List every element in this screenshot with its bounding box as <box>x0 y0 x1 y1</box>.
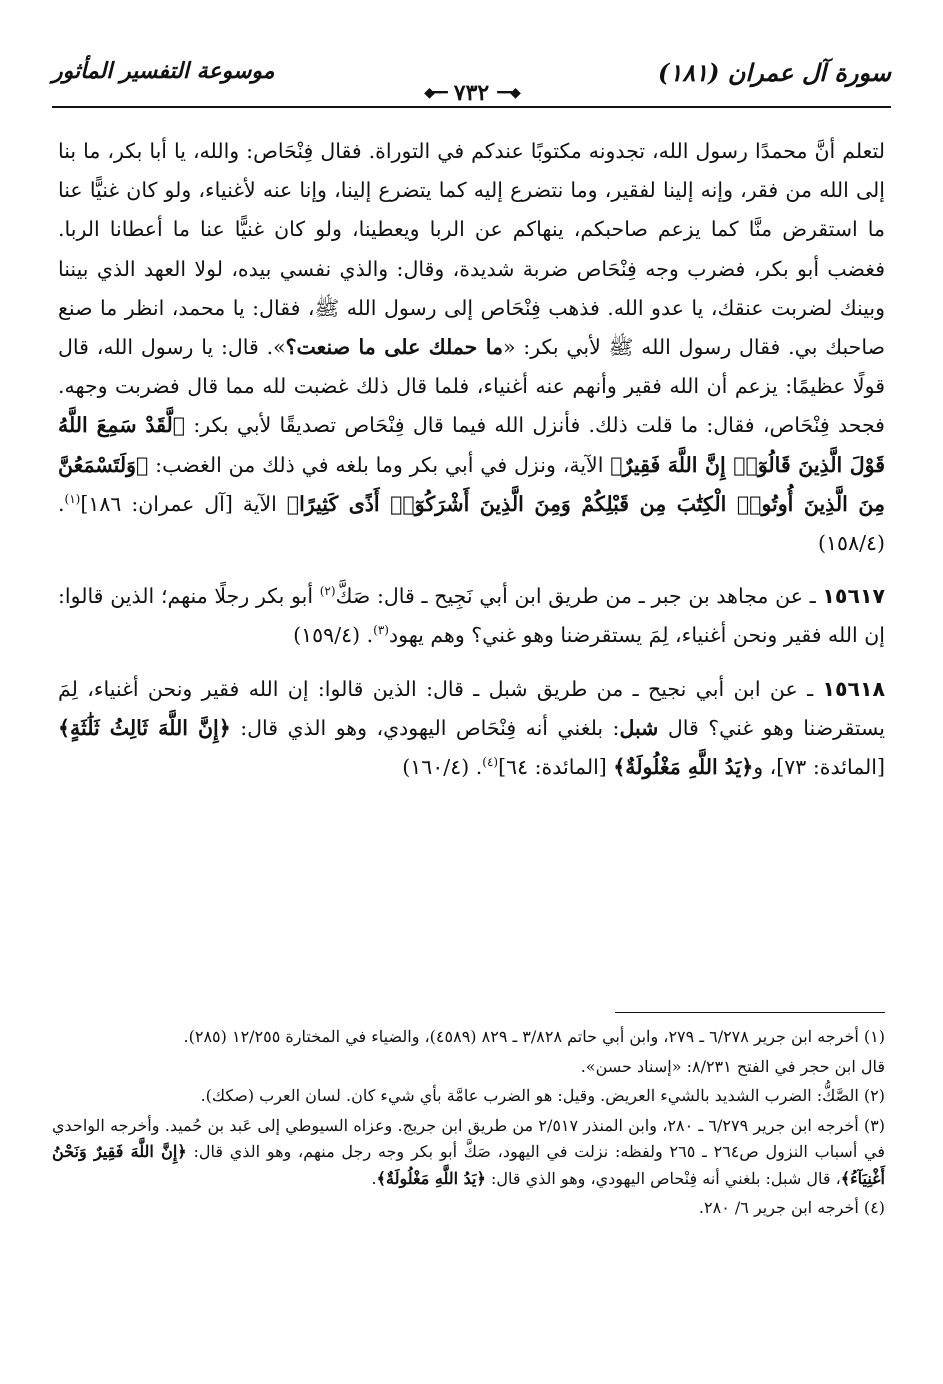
entry-15617: ١٥٦١٧ ـ عن مجاهد بن جبر ـ من طريق ابن أبي نَجِيح ـ قال: صَكَّ$^{(٢)}$ أبو بكر رجلًا منهم؛ الذين قالوا: إن الله فقير ونحن أغنياء، لِمَ يستقرضنا وهو غني؟ وهم يهود$^{(٣)}$. (١٥٩/٤) <box>58 584 885 648</box>
bold-question: ما حملك على ما صنعت؟ <box>285 335 503 360</box>
running-header <box>52 52 891 110</box>
entry-number: ١٥٦١٨ <box>822 676 885 701</box>
footnote-1-note: قال ابن حجر في الفتح ٨/٢٣١: «إسناد حسن». <box>580 1056 885 1076</box>
volume-reference: . (١٦٠/٤) <box>402 755 483 780</box>
quran-verse: ﴿إِنَّ اللَّهَ ثَالِثُ ثَلَٰثَةٍ﴾ <box>58 715 231 740</box>
book-title: موسوعة التفسير المأثور <box>52 58 275 84</box>
narrator-name: شبل <box>619 715 659 740</box>
quran-verse: ﴿إِنَّ اللَّهَ فَقِيرٌ وَنَحْنُ أَغْنِيَآءُ﴾ <box>52 1142 885 1188</box>
footnote-marker: (٢) <box>319 584 336 599</box>
header-rule <box>52 106 891 108</box>
surah-title: سورة آل عمران (١٨١) <box>658 58 891 87</box>
footnote-marker: (١) <box>64 492 81 506</box>
footnote-2: (٢) الصَّكُّ: الضرب الشديد بالشيء العريض. وقيل: هو الضرب عامَّة بأي شيء كان. لسان العرب (صكك). <box>200 1086 885 1105</box>
quran-verse: ﴿يَدُ اللَّهِ مَغْلُولَةٌ﴾ <box>613 755 754 780</box>
footnote-4: (٤) أخرجه ابن جرير ٦/ ٢٨٠. <box>698 1198 885 1217</box>
main-text <box>58 132 885 787</box>
ornament-icon: ◆━━ <box>497 85 519 101</box>
volume-reference: . (١٥٩/٤) <box>293 623 374 648</box>
footnote-marker: (٣) <box>373 623 389 638</box>
ornament-icon: ━━◆ <box>424 85 446 101</box>
footnote-3: (٣) أخرجه ابن جرير ٦/٢٧٩ ـ ٢٨٠، وابن المنذر ٢/٥١٧ من طريق ابن جريج. وعزاه السيوطي إلى عَبد بن حُميد. وأخرجه الواحدي في أسباب النزول ص٢٦٤ ـ ٢٦٥ ولفظه: نزلت في اليهود، صَكَّ أبو بكر وجه رجل منهم، وهو الذي قال: ﴿إِنَّ اللَّهَ فَقِيرٌ وَنَحْنُ أَغْنِيَآءُ﴾، قال شبل: بلغني أنه فِنْحاص اليهودي، وهو الذي قال: ﴿يَدُ اللَّهِ مَغْلُولَةٌ﴾. <box>52 1115 886 1188</box>
page-number: ٧٣٢ <box>453 80 490 106</box>
quran-verse: ﴿لَّقَدْ سَمِعَ اللَّهُ قَوْلَ الَّذِينَ قَالُوٓا۟ إِنَّ اللَّهَ فَقِيرٌ﴾ <box>58 413 886 477</box>
entry-number: ١٥٦١٧ <box>822 584 885 609</box>
quran-verse: ﴿يَدُ اللَّهِ مَغْلُولَةٌ﴾ <box>376 1168 486 1188</box>
footnote-separator <box>615 1012 885 1013</box>
footnote-marker: (٤) <box>482 755 499 770</box>
footnote-1: (١) أخرجه ابن جرير ٦/٢٧٨ ـ ٢٧٩، وابن أبي حاتم ٣/٨٢٨ ـ ٨٢٩ (٤٥٨٩)، والضياء في المختارة ١٢/٢٥٥ (٢٨٥). <box>183 1027 885 1046</box>
footnotes <box>52 1024 885 1222</box>
quran-verse: ﴿وَلَتَسْمَعُنَّ مِنَ الَّذِينَ أُوتُوا۟ الْكِتَٰبَ مِن قَبْلِكُمْ وَمِنَ الَّذِينَ أَشْرَكُوٓا۟ أَذًى كَثِيرًا﴾ <box>58 452 885 516</box>
entry-15618: ١٥٦١٨ ـ عن ابن أبي نجيح ـ من طريق شبل ـ قال: الذين قالوا: إن الله فقير ونحن أغنياء، لِمَ يستقرضنا وهو غني؟ قال شبل: بلغني أنه فِنْحَاص اليهودي، وهو الذي قال: ﴿إِنَّ اللَّهَ ثَالِثُ ثَلَٰثَةٍ﴾ [المائدة: ٧٣]، و﴿يَدُ اللَّهِ مَغْلُولَةٌ﴾ [المائدة: ٦٤]$^{(٤)}$. (١٦٠/٤) <box>58 676 886 780</box>
volume-reference: . (١٥٨/٤) <box>58 491 885 556</box>
page-number-block <box>424 80 519 106</box>
paragraph-continued: لتعلم أنَّ محمدًا رسول الله، تجدونه مكتوبًا عندكم في التوراة. فقال فِنْحَاص: والله، يا أبا بكر، ما بنا إلى الله من فقر، وإنه إلينا لفقير، وما نتضرع إليه كما يتضرع إلينا، وإنا عنه لأغنياء، ولو كان غنيًّا عنا ما استقرض منَّا كما يزعم صاحبكم، ينهاكم عن الربا ويعطينا، ولو كان غنيًّا عنا ما أعطانا الربا. فغضب أبو بكر، فضرب وجه فِنْحَاص ضربة شديدة، وقال: والذي نفسي بيده، لولا العهد الذي بيننا وبينك لضربت عنقك، يا عدو الله. فذهب فِنْحَاص إلى رسول الله ﷺ، فقال: يا محمد، انظر ما صنع صاحبك بي. فقال رسول الله ﷺ لأبي بكر: «ما حملك على ما صنعت؟». قال: يا رسول الله، قال قولًا عظيمًا: يزعم أن الله فقير وأنهم عنه أغنياء، فلما قال ذلك غضبت لله مما قال فضربت وجهه. فجحد فِنْحَاص، فقال: ما قلت ذلك. فأنزل الله فيما قال فِنْحَاص تصديقًا لأبي بكر: ﴿لَّقَدْ سَمِعَ اللَّهُ قَوْلَ الَّذِينَ قَالُوٓا۟ إِنَّ اللَّهَ فَقِيرٌ﴾ الآية، ونزل في أبي بكر وما بلغه في ذلك من الغضب: ﴿وَلَتَسْمَعُنَّ مِنَ الَّذِينَ أُوتُوا۟ الْكِتَٰبَ مِن قَبْلِكُمْ وَمِنَ الَّذِينَ أَشْرَكُوٓا۟ أَذًى كَثِيرًا﴾ الآية [آل عمران: ١٨٦]$^{(١)}$. (١٥٨/٤) <box>58 139 886 556</box>
